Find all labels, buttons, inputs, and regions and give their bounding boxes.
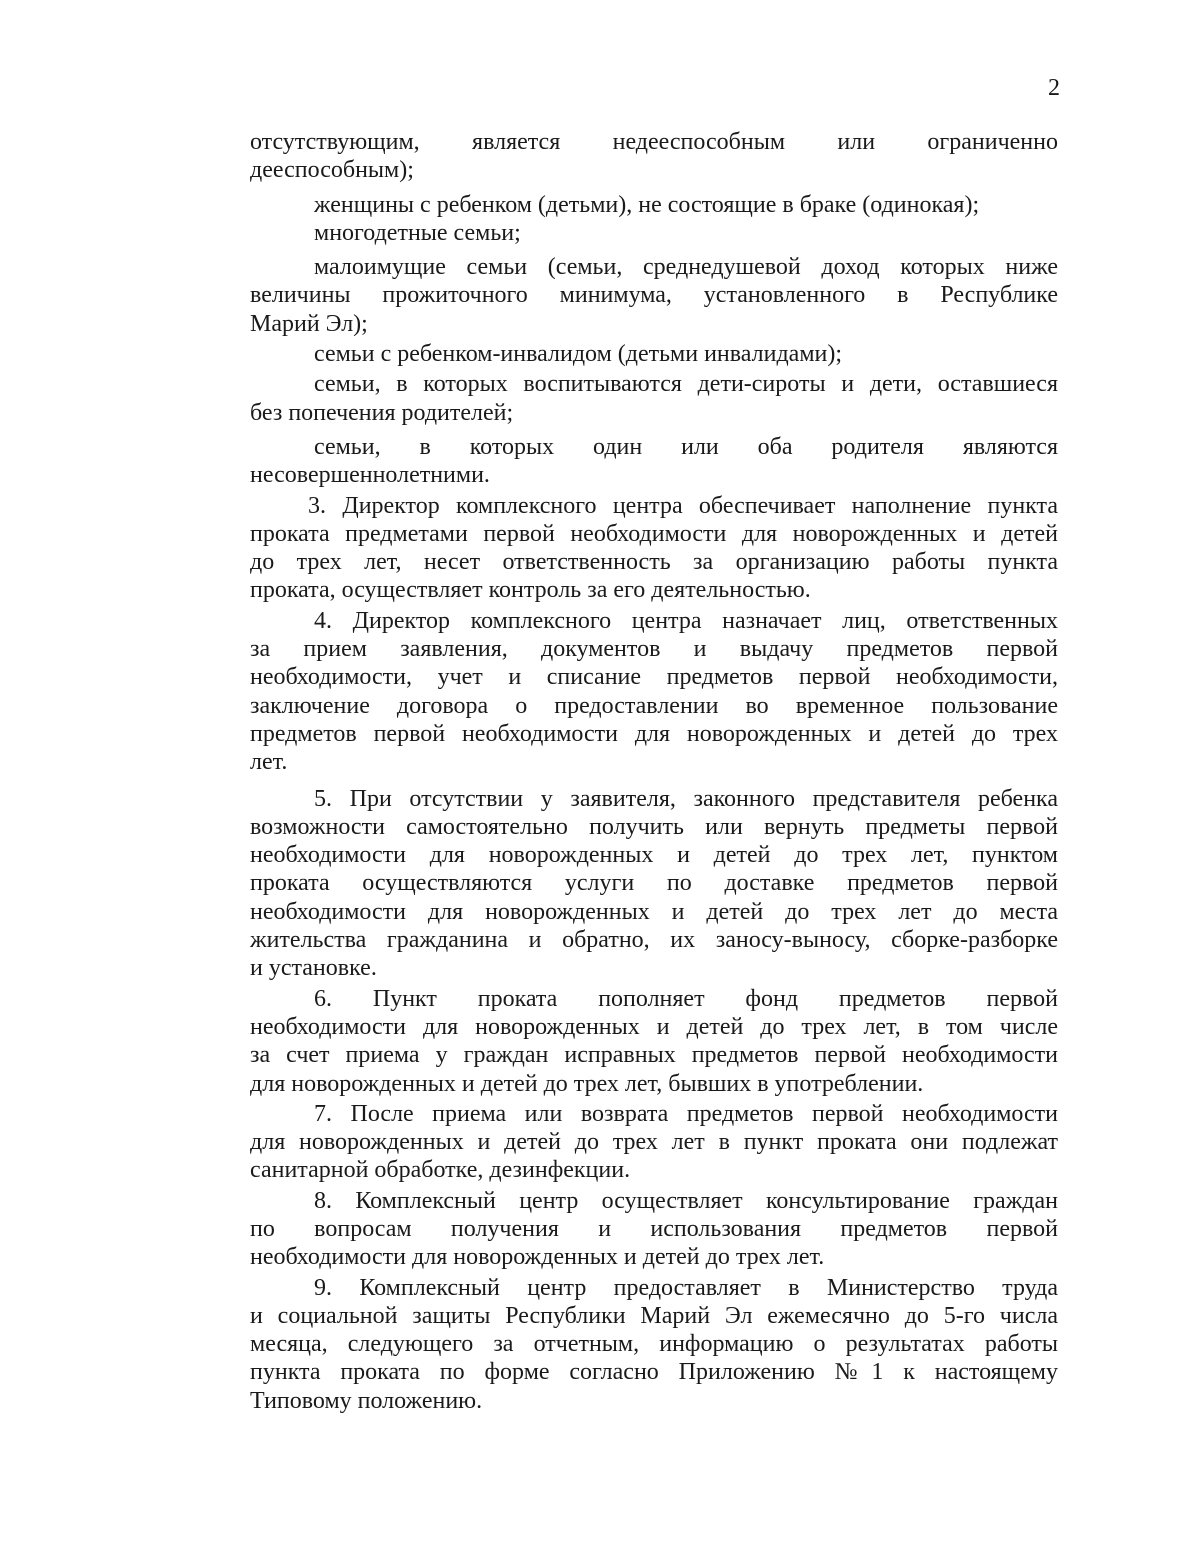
- text-line: и установке.: [250, 955, 377, 982]
- paragraph-0: [250, 128, 1058, 185]
- text-line: для новорожденных и детей до трех лет, бывших в употреблении.: [250, 1070, 924, 1097]
- text-line: заключение договора о предоставлении во временное пользование: [250, 692, 1058, 719]
- text-line: предметов первой необходимости для новорожденных и детей до трех: [250, 720, 1058, 747]
- text-line: семьи, в которых воспитываются дети-сироты и дети, оставшиеся: [314, 371, 1058, 398]
- paragraph-clause-8: [250, 1187, 1058, 1272]
- paragraph-clause-9: [250, 1274, 1058, 1415]
- text-line: месяца, следующего за отчетным, информацию о результатах работы: [250, 1331, 1058, 1358]
- text-line: 6. Пункт проката пополняет фонд предметов первой: [314, 985, 1058, 1012]
- text-line: пункта проката по форме согласно Приложению №1 к настоящему: [250, 1359, 1058, 1386]
- text-line: без попечения родителей;: [250, 399, 514, 426]
- text-line: 5. При отсутствии у заявителя, законного представителя ребенка: [314, 785, 1058, 812]
- text-line: семьи, в которых один или оба родителя являются: [314, 433, 1058, 460]
- text-line: 3. Директор комплексного центра обеспечивает наполнение пункта: [308, 492, 1058, 519]
- text-line: необходимости, учет и списание предметов первой необходимости,: [250, 664, 1058, 691]
- text-line: женщины с ребенком (детьми), не состоящие в браке (одинокая);: [314, 191, 980, 218]
- text-line: отсутствующим, является недееспособным или ограниченно: [250, 129, 1058, 155]
- text-line: лет.: [250, 749, 288, 776]
- text-line: необходимости для новорожденных и детей до трех лет.: [250, 1244, 825, 1271]
- text-line: Марий Эл);: [250, 310, 368, 337]
- text-line: 7. После приема или возврата предметов первой необходимости: [314, 1100, 1058, 1127]
- paragraph-4: [250, 340, 1058, 368]
- paragraph-2: [250, 219, 1058, 247]
- text-line: необходимости для новорожденных и детей до трех лет, пунктом: [250, 842, 1058, 869]
- text-line: малоимущие семьи (семьи, среднедушевой доход которых ниже: [314, 254, 1058, 281]
- text-line: возможности самостоятельно получить или вернуть предметы первой: [250, 813, 1058, 840]
- paragraph-6: [250, 433, 1058, 490]
- text-line: величины прожиточного минимума, установленного в Республике: [250, 282, 1058, 309]
- text-line: и социальной защиты Республики Марий Эл ежемесячно до 5-го числа: [250, 1302, 1058, 1329]
- paragraph-5: [250, 370, 1058, 427]
- text-line: за счет приема у граждан исправных предметов первой необходимости: [250, 1042, 1058, 1069]
- paragraph-clause-4: [250, 607, 1058, 777]
- page-number: 2: [1048, 75, 1060, 101]
- text-line: 4. Директор комплексного центра назначает лиц, ответственных: [314, 607, 1058, 634]
- text-line: проката осуществляются услуги по доставке предметов первой: [250, 870, 1058, 897]
- text-line: многодетные семьи;: [314, 219, 521, 246]
- document-body: [250, 128, 1058, 1415]
- paragraph-clause-6: [250, 985, 1058, 1098]
- text-line: для новорожденных и детей до трех лет в пункт проката они подлежат: [250, 1129, 1058, 1156]
- paragraph-clause-7: [250, 1100, 1058, 1185]
- paragraph-clause-3: [250, 492, 1058, 605]
- text-line: необходимости для новорожденных и детей до трех лет, в том числе: [250, 1013, 1058, 1040]
- text-line: 9. Комплексный центр предоставляет в Министерство труда: [314, 1274, 1058, 1301]
- text-line: за прием заявления, документов и выдачу предметов первой: [250, 636, 1058, 663]
- text-line: по вопросам получения и использования предметов первой: [250, 1215, 1058, 1242]
- paragraph-clause-5: [250, 785, 1058, 983]
- text-line: семьи с ребенком-инвалидом (детьми инвалидами);: [314, 341, 843, 368]
- paragraph-1: [250, 191, 1058, 219]
- text-line: Типовому положению.: [250, 1387, 483, 1414]
- text-line: несовершеннолетними.: [250, 462, 490, 489]
- text-line: 8. Комплексный центр осуществляет консультирование граждан: [314, 1187, 1058, 1214]
- text-line: до трех лет, несет ответственность за организацию работы пункта: [250, 549, 1058, 576]
- text-line: санитарной обработке, дезинфекции.: [250, 1157, 631, 1184]
- text-line: необходимости для новорожденных и детей до трех лет до места: [250, 898, 1058, 925]
- text-line: жительства гражданина и обратно, их заносу-выносу, сборке-разборке: [250, 927, 1058, 954]
- text-line: проката предметами первой необходимости для новорожденных и детей: [250, 520, 1058, 547]
- text-line: проката, осуществляет контроль за его деятельностью.: [250, 577, 811, 604]
- text-line: дееспособным);: [250, 157, 414, 184]
- paragraph-3: [250, 253, 1058, 338]
